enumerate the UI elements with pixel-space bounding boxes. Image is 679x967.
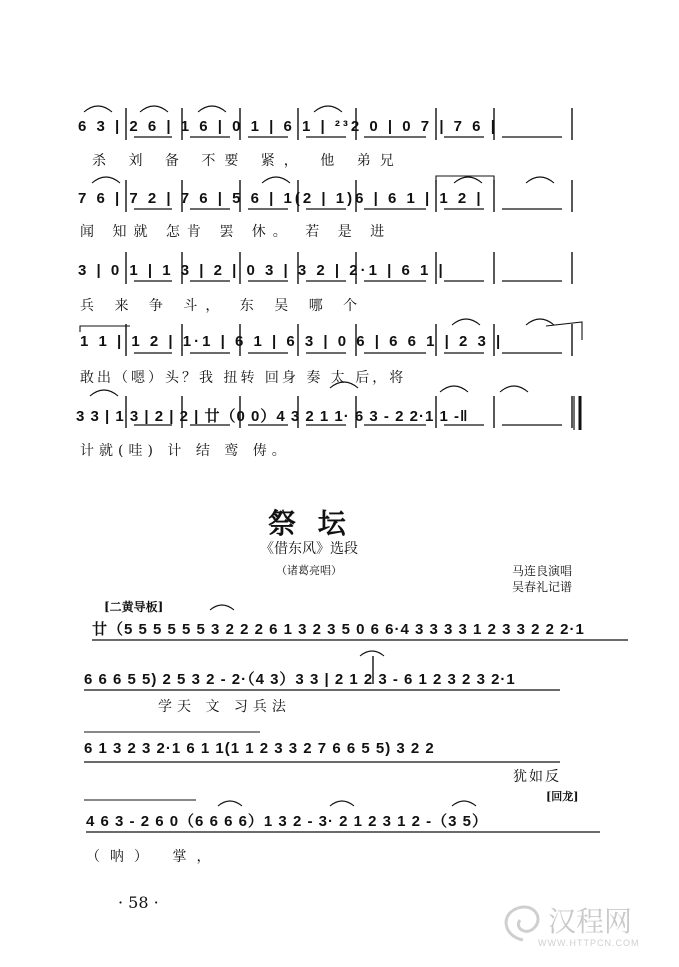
notation-line: 4 6 3 - 2 6 0（6 6 6 6）1 3 2 - 3· 2 1 2 3 1 2 -（3 5） xyxy=(86,813,489,830)
slur xyxy=(526,177,554,183)
slur xyxy=(360,651,384,656)
tie xyxy=(546,322,582,340)
lyric-line: 杀 刘 备 不要 紧， 他 弟兄 xyxy=(92,153,403,169)
lyric-line: （呐） 掌， xyxy=(86,849,221,865)
notation-line: 廿（5 5 5 5 5 5 3 2 2 2 6 1 3 2 3 5 0 6 6·4 3 3 3 3 1 2 3 3 2 2 2·1 xyxy=(92,621,585,638)
section-title: 祭 坛 xyxy=(268,507,352,540)
notation-line: 7 6 | 7 2 | 7 6 | 5 6 | 1(2 | 1)6 | 6 1 | 1 2 | xyxy=(78,190,484,207)
notation-line: 6 6 6 5 5) 2 5 3 2 - 2·（4 3）3 3 | 2 1 2 3 - 6 1 2 3 2 3 2·1 xyxy=(84,671,516,688)
slur xyxy=(262,177,290,183)
singer-role: （诸葛亮唱） xyxy=(276,564,342,577)
slur xyxy=(84,106,112,112)
slur xyxy=(210,605,234,610)
slur xyxy=(440,386,468,392)
slur xyxy=(452,319,480,325)
slur xyxy=(454,177,482,183)
page-number: · 58 · xyxy=(118,893,159,912)
slur xyxy=(500,386,528,392)
mode-label: [二黄导板] xyxy=(104,600,164,614)
credit-singer: 马连良演唱 xyxy=(512,564,573,578)
slur xyxy=(314,106,342,112)
slur xyxy=(92,177,120,183)
lyric-line: 兵 来 争 斗， 东 吴 哪 个 xyxy=(80,298,366,314)
watermark xyxy=(498,896,668,956)
slur xyxy=(526,319,554,325)
watermark-url: WWW.HTTPCN.COM xyxy=(538,938,640,948)
lyric-line: 敢出（嗯）头？我 扭转 回身 奏 太 后，将 xyxy=(80,370,407,386)
slur xyxy=(218,801,242,806)
lyric-line: 计就(哇) 计 结 鸾 俦。 xyxy=(80,443,291,459)
slur xyxy=(198,106,226,112)
lyric-line: 闻 知就 怎肯 罢 休。 若 是 进 xyxy=(80,224,392,240)
notation-line: 3 3 | 1 3 | 2 | 2 | 廿（0 0）4 3 2 1 1· 6 3 - 2 2·1 1 -‖ xyxy=(76,408,469,425)
notation-line: 3 | 0 1 | 1 3 | 2 | 0 3 | 3 2 | 2·1 | 6 1 | xyxy=(78,262,446,279)
lyric-line: 学天 文 习兵法 xyxy=(158,699,291,715)
section-subtitle: 《借东风》选段 xyxy=(260,541,358,557)
slur xyxy=(140,106,168,112)
slur xyxy=(452,801,476,806)
slur xyxy=(90,390,118,396)
lyric-line: 犹如反 xyxy=(513,769,561,785)
slur xyxy=(330,801,354,806)
credit-transcriber: 吴春礼记谱 xyxy=(512,580,573,594)
notation-line: 6 3 | 2 6 | 1 6 | 0 1 | 6 1 | ²³2 0 | 0 7 | 7 6 | xyxy=(78,118,498,135)
section-marker: [回龙] xyxy=(546,790,579,803)
tie xyxy=(80,326,130,332)
notation-line: 1 1 | 1 2 | 1·1 | 6 1 | 6 3 | 0 6 | 6 6 1 | 2 3 | xyxy=(80,333,504,350)
notation-line: 6 1 3 2 3 2·1 6 1 1(1 1 2 3 3 2 7 6 6 5 5) 3 2 2 xyxy=(84,740,435,757)
watermark-brand: 汉程网 xyxy=(548,905,633,938)
